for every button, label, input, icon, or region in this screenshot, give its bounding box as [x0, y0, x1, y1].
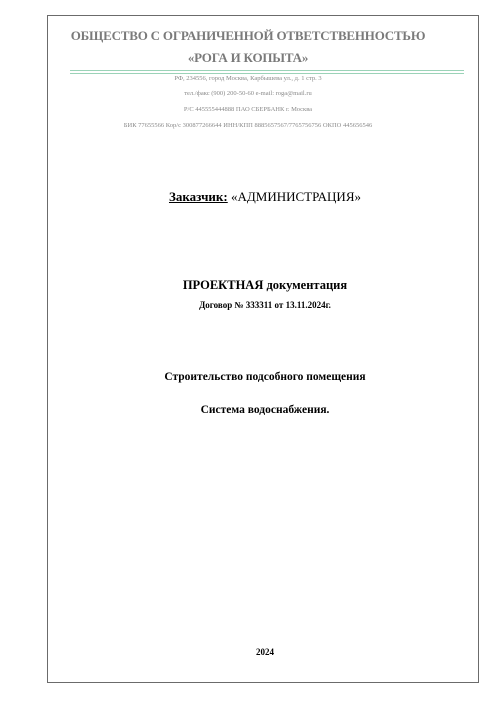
contract-number: Договор № 333311 от 13.11.2024г. [199, 300, 331, 310]
project-name: Строительство подсобного помещения [164, 371, 366, 383]
header-divider-bottom [70, 73, 464, 74]
company-name-line1: ОБЩЕСТВО С ОГРАНИЧЕННОЙ ОТВЕТСТВЕННОСТЬЮ [70, 28, 426, 43]
document-title-upper: ПРОЕКТНАЯ [182, 278, 264, 292]
customer-name: «АДМИНИСТРАЦИЯ» [227, 189, 361, 204]
company-contacts: тел./факс (900) 200-50-60 e-mail: roga@mail.ru [184, 90, 312, 97]
company-codes: БИК 77655566 Кор/с 300877266644 ИНН/КПП 8885657567/7765756756 ОКПО 445656546 [123, 122, 373, 129]
system-name: Система водоснабжения. [200, 404, 330, 416]
customer-label: Заказчик: [168, 189, 228, 204]
document-year: 2024 [256, 647, 274, 657]
company-bank-account: Р/С 445555444888 ПАО СБЕРБАНК г. Москва [183, 106, 313, 113]
company-address: РФ, 234556, город Москва, Карбышева ул., д. 1 стр. 3 [174, 75, 322, 82]
document-title [0, 278, 496, 293]
page-border [47, 15, 479, 683]
header-divider-top [70, 70, 464, 71]
document-title-rest: документация [263, 278, 348, 292]
company-name-line2: «РОГА И КОПЫТА» [187, 50, 309, 65]
customer-line [0, 189, 496, 205]
